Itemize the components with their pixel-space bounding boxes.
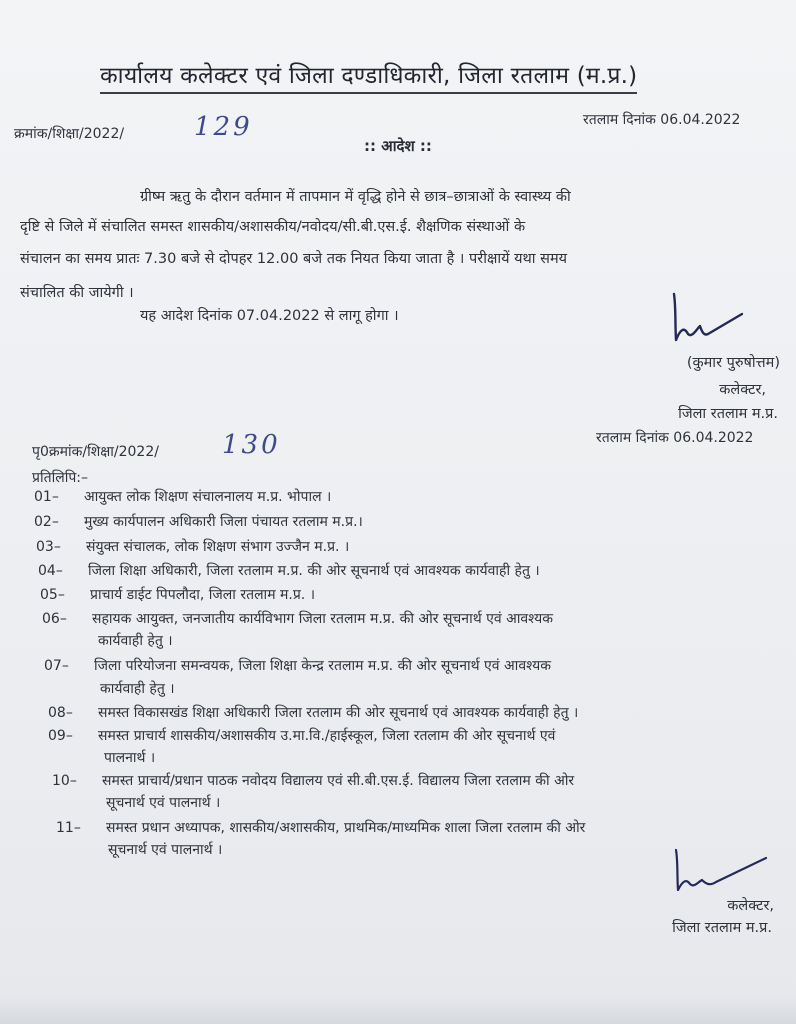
order-ref-number: 129 [194, 112, 253, 142]
copy-item-number: 11– [56, 820, 81, 836]
copy-ref-prefix: पृ0क्रमांक/शिक्षा/2022/ [32, 444, 159, 460]
copy-label: प्रतिलिपि:– [32, 470, 88, 486]
copy-item-number: 03– [36, 539, 61, 555]
office-title: कार्यालय कलेक्टर एवं जिला दण्डाधिकारी, जिला रतलाम (म.प्र.) [100, 58, 637, 94]
signature-bottom [666, 846, 776, 896]
copy-item-10 [52, 771, 574, 790]
order-ref-prefix: क्रमांक/शिक्षा/2022/ [14, 126, 125, 142]
copy-item-3 [36, 537, 349, 556]
copy-item-7-continuation: कार्यवाही हेतु । [100, 681, 175, 697]
copy-item-8 [48, 703, 578, 722]
order-title: :: आदेश :: [364, 137, 432, 155]
order-date: रतलाम दिनांक 06.04.2022 [583, 112, 741, 128]
copy-item-number: 06– [42, 611, 67, 627]
copy-item-6 [42, 609, 553, 628]
copy-date: रतलाम दिनांक 06.04.2022 [596, 430, 754, 446]
order-body-line-4: संचालित की जायेगी । [20, 285, 134, 301]
footer-signatory-designation: कलेक्टर, [727, 898, 774, 914]
copy-item-1 [34, 487, 331, 506]
copy-item-4 [38, 561, 540, 580]
signatory-name: (कुमार पुरुषोत्तम) [686, 355, 780, 371]
copy-item-9 [48, 726, 555, 745]
copy-ref-number: 130 [222, 430, 281, 460]
copy-item-text: जिला शिक्षा अधिकारी, जिला रतलाम म.प्र. की ओर सूचनार्थ एवं आवश्यक कार्यवाही हेतु । [88, 563, 540, 579]
signature-top [662, 290, 752, 346]
copy-item-text: समस्त प्राचार्य शासकीय/अशासकीय उ.मा.वि./हाईस्कूल, जिला रतलाम की ओर सूचनार्थ एवं [98, 728, 556, 744]
copy-item-text: संयुक्त संचालक, लोक शिक्षण संभाग उज्जैन म.प्र. । [86, 539, 350, 555]
copy-item-number: 05– [40, 587, 65, 603]
order-body-line [20, 216, 790, 236]
order-body-line-3: संचालन का समय प्रातः 7.30 बजे से दोपहर 12.00 बजे तक नियत किया जाता है । परीक्षायें यथा समय [20, 251, 568, 267]
order-effective-line: यह आदेश दिनांक 07.04.2022 से लागू होगा । [140, 308, 399, 324]
copy-item-number: 09– [48, 728, 73, 744]
copy-item-7 [44, 656, 551, 675]
copy-item-6-continuation: कार्यवाही हेतु । [98, 633, 173, 649]
copy-item-10-continuation: सूचनार्थ एवं पालनार्थ । [106, 795, 221, 811]
copy-item-text: आयुक्त लोक शिक्षण संचालनालय म.प्र. भोपाल । [84, 489, 332, 505]
footer-signatory-district: जिला रतलाम म.प्र. [672, 920, 772, 936]
copy-item-number: 08– [48, 705, 73, 721]
order-body-line [140, 186, 788, 206]
order-body-line-2: दृष्टि से जिले में संचालित समस्त शासकीय/अशासकीय/नवोदय/सी.बी.एस.ई. शैक्षणिक संस्थाओं के [20, 219, 526, 235]
copy-item-text: समस्त प्राचार्य/प्रधान पाठक नवोदय विद्यालय एवं सी.बी.एस.ई. विद्यालय जिला रतलाम की ओर [102, 773, 575, 789]
copy-item-11-continuation: सूचनार्थ एवं पालनार्थ । [108, 842, 223, 858]
copy-item-text: प्राचार्य डाईट पिपलौदा, जिला रतलाम म.प्र. । [90, 587, 316, 603]
copy-item-text: जिला परियोजना समन्वयक, जिला शिक्षा केन्द्र रतलाम म.प्र. की ओर सूचनार्थ एवं आवश्यक [94, 658, 551, 674]
copy-item-2 [34, 512, 363, 531]
copy-item-number: 10– [52, 773, 77, 789]
copy-item-text: मुख्य कार्यपालन अधिकारी जिला पंचायत रतलाम म.प्र.। [84, 514, 363, 530]
copy-item-number: 02– [34, 514, 59, 530]
copy-item-5 [40, 585, 315, 604]
copy-item-number: 04– [38, 563, 63, 579]
copy-item-number: 01– [34, 489, 59, 505]
copy-item-9-continuation: पालनार्थ । [104, 750, 156, 766]
order-body-line [20, 248, 790, 268]
order-body-line-1: ग्रीष्म ऋतु के दौरान वर्तमान में तापमान में वृद्धि होने से छात्र–छात्राओं के स्वास्थ्य की [140, 189, 571, 205]
copy-item-text: समस्त विकासखंड शिक्षा अधिकारी जिला रतलाम की ओर सूचनार्थ एवं आवश्यक कार्यवाही हेतु । [98, 705, 579, 721]
copy-item-text: समस्त प्रधान अध्यापक, शासकीय/अशासकीय, प्राथमिक/माध्यमिक शाला जिला रतलाम की ओर [106, 820, 586, 836]
signatory-designation: कलेक्टर, [719, 382, 766, 398]
copy-item-text: सहायक आयुक्त, जनजातीय कार्यविभाग जिला रतलाम म.प्र. की ओर सूचनार्थ एवं आवश्यक [92, 611, 553, 627]
page-shadow [0, 994, 796, 1024]
copy-item-number: 07– [44, 658, 69, 674]
copy-item-11 [56, 818, 585, 837]
signatory-district: जिला रतलाम म.प्र. [678, 406, 778, 422]
